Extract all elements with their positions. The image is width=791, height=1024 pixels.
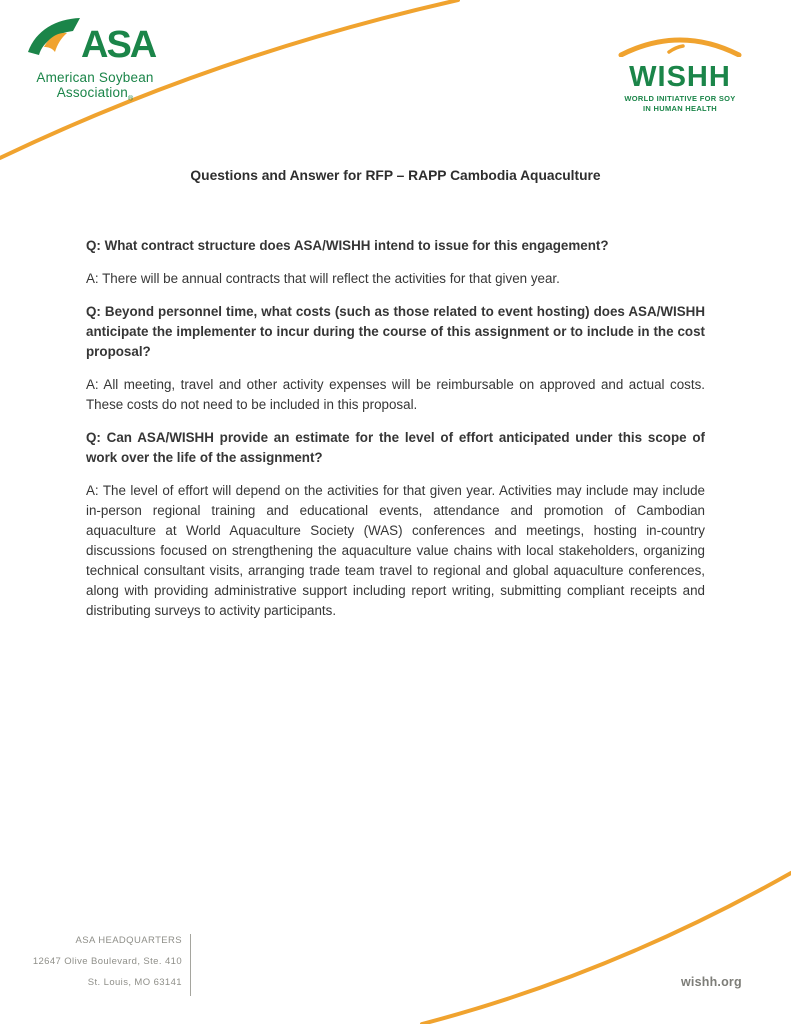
question-1: Q: What contract structure does ASA/WISHH intend to issue for this engagement? bbox=[86, 238, 609, 253]
asa-tagline-line2 bbox=[26, 86, 164, 107]
footer-address-line2: 12647 Olive Boulevard, Ste. 410 bbox=[32, 956, 182, 967]
asa-association-text: Association bbox=[56, 84, 128, 100]
qa-content bbox=[86, 236, 705, 634]
registered-mark: ® bbox=[127, 95, 134, 103]
wishh-acronym: WISHH bbox=[629, 61, 731, 93]
answer-1: A: There will be annual contracts that will reflect the activities for that given year. bbox=[86, 271, 560, 286]
asa-logo bbox=[26, 14, 164, 107]
wishh-arc-icon bbox=[613, 33, 747, 57]
answer-3: A: The level of effort will depend on the activities for that given year. Activities may include may include in-person regional training and educational events, attendance and promotion of Cambodian aquaculture at World Aquaculture Society (WAS) conferences and meetings, hosting in-country discussions focused on strengthening the aquaculture value chains with local stakeholders, organizing technical consultant visits, arranging trade team travel to regional and global aquaculture conferences, along with providing administrative support including report writing, submitting compliant receipts and distributing surveys to activity participants. bbox=[86, 483, 705, 618]
document-title: Questions and Answer for RFP – RAPP Cambodia Aquaculture bbox=[190, 168, 601, 183]
asa-logo-mark-icon bbox=[26, 14, 164, 66]
footer-address-line1: ASA HEADQUARTERS bbox=[75, 935, 182, 946]
wishh-tagline bbox=[613, 94, 747, 113]
wishh-tagline-line1: WORLD INITIATIVE FOR SOY bbox=[624, 94, 736, 103]
footer-address-line3: St. Louis, MO 63141 bbox=[87, 977, 182, 988]
footer-website: wishh.org bbox=[681, 975, 742, 989]
wishh-logo bbox=[613, 33, 747, 113]
question-3: Q: Can ASA/WISHH provide an estimate for the level of effort anticipated under this scope of work over the life of the assignment? bbox=[86, 430, 705, 465]
wishh-tagline-line2: IN HUMAN HEALTH bbox=[643, 103, 717, 113]
asa-tagline-line1: American Soybean bbox=[36, 70, 154, 85]
footer-divider bbox=[190, 934, 191, 996]
footer-address-block bbox=[28, 930, 182, 993]
asa-acronym: ASA bbox=[81, 24, 156, 66]
question-2: Q: Beyond personnel time, what costs (such as those related to event hosting) does ASA/WISHH anticipate the implementer to incur during the course of this assignment or to include in the cost proposal? bbox=[86, 304, 705, 359]
answer-2: A: All meeting, travel and other activity expenses will be reimbursable on approved and actual costs. These costs do not need to be included in this proposal. bbox=[86, 377, 705, 412]
